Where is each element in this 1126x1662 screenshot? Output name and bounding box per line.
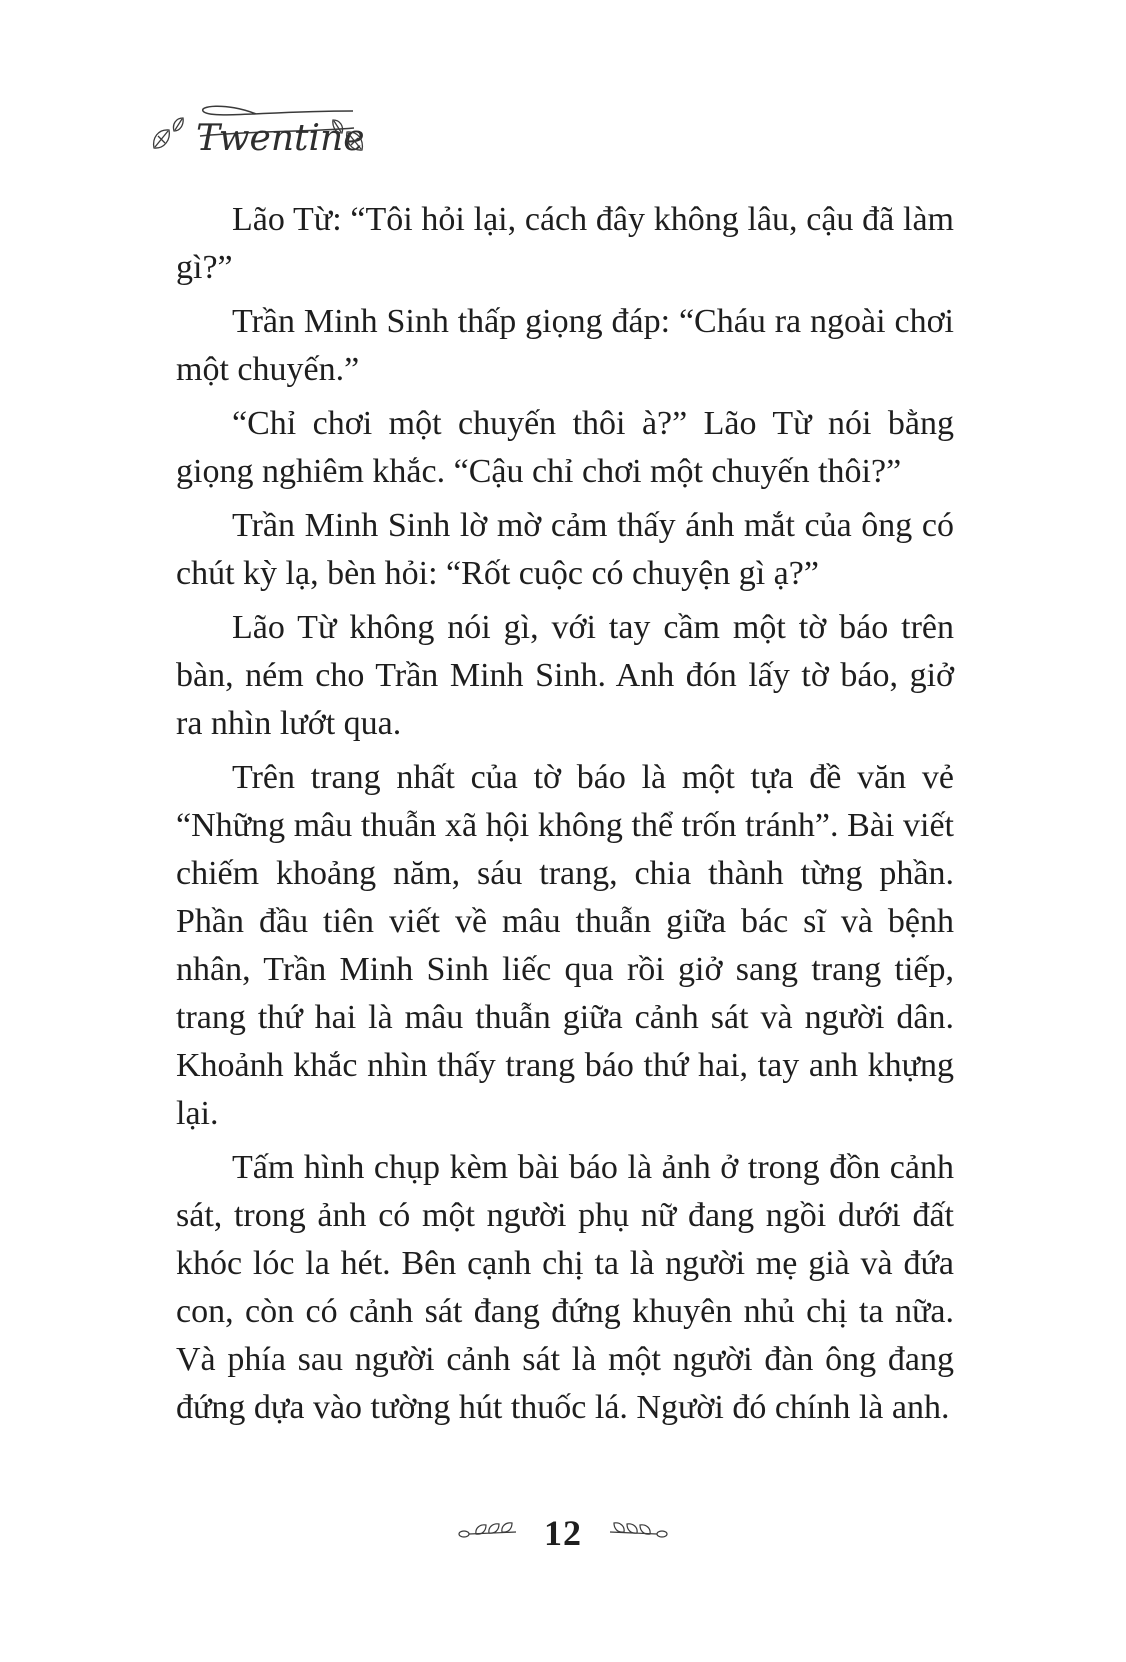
- leaf-ornament-left-icon: [154, 118, 184, 148]
- paragraph: “Chỉ chơi một chuyến thôi à?” Lão Từ nói bằng giọng nghiêm khắc. “Cậu chỉ chơi một chuyến thôi?”: [176, 405, 954, 490]
- brand-logo: [148, 98, 368, 170]
- paragraph: Trần Minh Sinh lờ mờ cảm thấy ánh mắt của ông có chút kỳ lạ, bèn hỏi: “Rốt cuộc có chuyện gì ạ?”: [176, 507, 954, 592]
- paragraph: Trên trang nhất của tờ báo là một tựa đề văn vẻ “Những mâu thuẫn xã hội không thể trốn tránh”. Bài viết chiếm khoảng năm, sáu trang, chia thành từng phần. Phần đầu tiên viết về mâu thuẫn giữa bác sĩ và bệnh nhân, Trần Minh Sinh liếc qua rồi giở sang trang tiếp, trang thứ hai là mâu thuẫn giữa cảnh sát và người dân. Khoảnh khắc nhìn thấy trang báo thứ hai, tay anh khựng lại.: [176, 759, 954, 1132]
- paragraph: Lão Từ không nói gì, với tay cầm một tờ báo trên bàn, ném cho Trần Minh Sinh. Anh đón lấy tờ báo, giở ra nhìn lướt qua.: [176, 609, 954, 742]
- paragraph: Tấm hình chụp kèm bài báo là ảnh ở trong đồn cảnh sát, trong ảnh có một người phụ nữ đang ngồi dưới đất khóc lóc la hét. Bên cạnh chị ta là người mẹ già và đứa con, còn có cảnh sát đang đứng khuyên nhủ chị ta nữa. Và phía sau người cảnh sát là một người đàn ông đang đứng dựa vào tường hút thuốc lá. Người đó chính là anh.: [176, 1149, 954, 1426]
- footer-ornament-right-icon: [608, 1521, 668, 1545]
- page-body: [176, 196, 954, 1438]
- page-footer: [0, 1512, 1126, 1554]
- paragraph: Trần Minh Sinh thấp giọng đáp: “Cháu ra ngoài chơi một chuyến.”: [176, 303, 954, 388]
- brand-logo-graphic: [148, 98, 368, 170]
- page-number: 12: [544, 1513, 582, 1553]
- footer-ornament-left-icon: [458, 1521, 518, 1545]
- brand-text: Twentine: [196, 118, 365, 159]
- paragraph: Lão Từ: “Tôi hỏi lại, cách đây không lâu, cậu đã làm gì?”: [176, 201, 954, 286]
